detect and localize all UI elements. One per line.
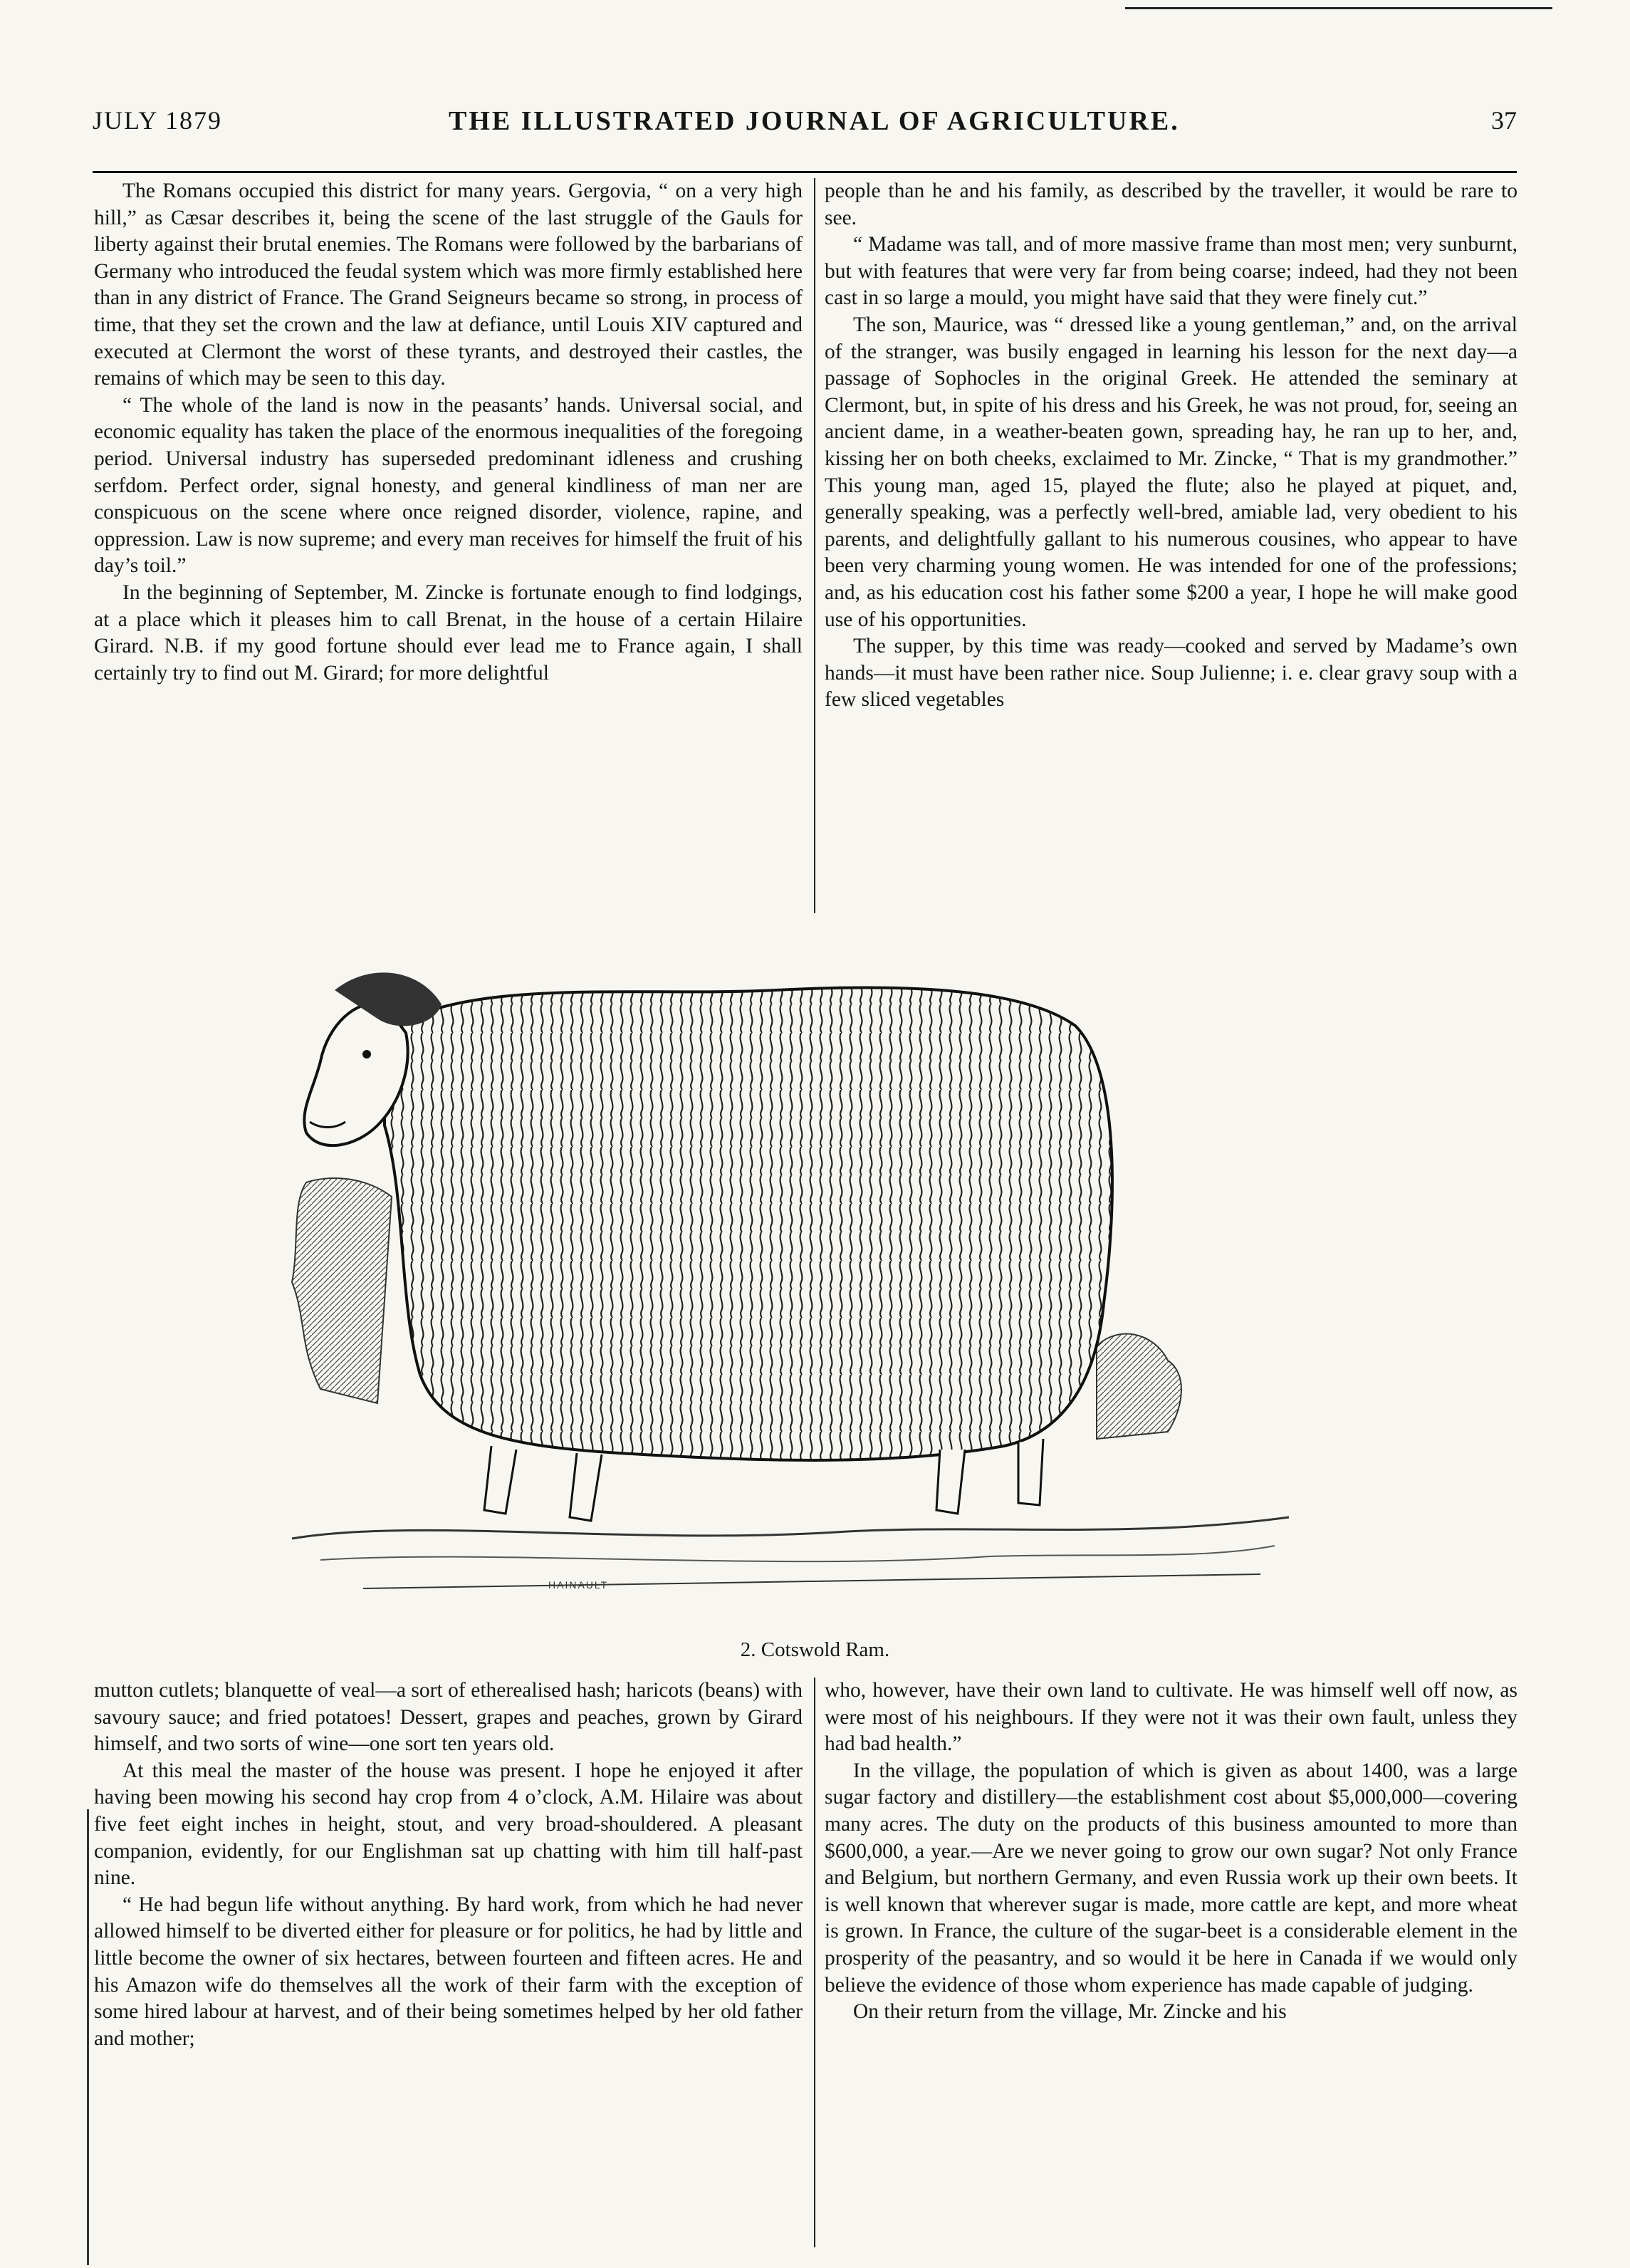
header-rule xyxy=(93,171,1517,173)
column-divider-top xyxy=(814,178,815,913)
ram-body xyxy=(385,988,1112,1460)
column-divider-bottom xyxy=(814,1677,815,2247)
column-top-right xyxy=(825,178,1517,912)
column-bottom-right xyxy=(825,1677,1517,2240)
background-bush-right xyxy=(1097,1334,1181,1439)
paragraph: “ The whole of the land is now in the peasants’ hands. Universal social, and economic equality has taken the place of the enormous inequalities of the foregoing period. Universal industry has superseded predominant idleness and crushing serfdom. Perfect order, signal honesty, and general kindliness of man ner are conspicuous on the scene where once reigned disorder, violence, rapine, and oppression. Law is now supreme; and every man receives for himself the fruit of his day’s toil.” xyxy=(94,393,803,578)
running-header xyxy=(93,105,1517,148)
ground xyxy=(292,1517,1289,1588)
paragraph: The son, Maurice, was “ dressed like a young gentleman,” and, on the arrival of the stranger, was busily engaged in learning his lesson for the next day—a passage of Sophocles in the original Greek. He attended the seminary at Clermont, but, in spite of his dress and his Greek, he was not proud, for, seeing an ancient dame, in a weather-beaten gown, spreading hay, he ran up to her, and, kissing her on both cheeks, exclaimed to Mr. Zincke, “ That is my grandmother.” This young man, aged 15, played the flute; also he played at piquet, and, generally speaking, was a perfectly well-bred, amiable lad, very obedient to his parents, and delightfully gallant to his numerous cousines, who appear to have been very charming young women. He was intended for one of the professions; and, as his education cost his father some $200 a year, I hope he will make good use of his opportunities. xyxy=(825,313,1517,631)
svg-text:HAINAULT: HAINAULT xyxy=(548,1579,609,1591)
paragraph: In the village, the population of which is given as about 1400, was a large sugar factory and distillery—the establishment cost about $5,000,000—covering many acres. The duty on the products of this business amounted to more than $600,000, a year.—Are we never going to grow our own sugar? Not only France and Belgium, but northern Germany, and even Russia work up their own beets. It is well known that wherever sugar is made, more cattle are kept, and more wheat is grown. In France, the culture of the sugar-beet is a considerable element in the prosperity of the peasantry, and so would it be here in Canada if we would only believe the evidence of those whom experience has made capable of judging. xyxy=(825,1759,1517,1997)
figure-caption: 2. Cotswold Ram. xyxy=(740,1638,890,1661)
page-number: 37 xyxy=(1491,106,1517,135)
paragraph: On their return from the village, Mr. Zincke and his xyxy=(853,2000,1287,2024)
cotswold-ram-engraving xyxy=(278,947,1339,1631)
background-bush-left xyxy=(292,1178,392,1403)
paragraph: people than he and his family, as described by the traveller, it would be rare to see. xyxy=(825,180,1517,229)
paragraph: “ Madame was tall, and of more massive frame than most men; very sunburnt, but with features that were very far from being coarse; indeed, had they not been cast in so large a mould, you might have said that they were finely cut.” xyxy=(825,233,1517,310)
engraver-signature xyxy=(548,1579,608,1591)
binding-margin-mark xyxy=(87,1809,89,2265)
top-edge-rule xyxy=(1125,7,1552,9)
column-bottom-left xyxy=(94,1677,803,2240)
column-top-left xyxy=(94,178,803,912)
paragraph: “ He had begun life without anything. By hard work, from which he had never allowed himself to be diverted either for pleasure or for politics, he had by little and little become the owner of six hectares, between fourteen and fifteen acres. He and his Amazon wife do themselves all the work of their farm with the exception of some hired labour at harvest, and of their being sometimes helped by her old father and mother; xyxy=(94,1893,803,2050)
issue-date: JULY 1879 xyxy=(93,106,223,135)
paragraph: At this meal the master of the house was present. I hope he enjoyed it after having been mowing his second hay crop from 4 o’clock, A.M. Hilaire was about five feet eight inches in height, stout, and very broad-shouldered. A pleasant companion, evidently, for our Englishman sat up chatting with him till half-past nine. xyxy=(94,1759,803,1890)
paragraph: mutton cutlets; blanquette of veal—a sort of etherealised hash; haricots (beans) with savoury sauce; and fried potatoes! Dessert, grapes and peaches, grown by Girard himself, and two sorts of wine—one sort ten years old. xyxy=(94,1679,803,1756)
paragraph: who, however, have their own land to cultivate. He was himself well off now, as were most of his neighbours. If they were not it was their own fault, unless they had bad health.” xyxy=(825,1679,1517,1756)
paragraph: The supper, by this time was ready—cooked and served by Madame’s own hands—it must have been rather nice. Soup Julienne; i. e. clear gravy soup with a few sliced vegetables xyxy=(825,635,1517,712)
paragraph: The Romans occupied this district for many years. Gergovia, “ on a very high hill,” as Cæsar describes it, being the scene of the last struggle of the Gauls for liberty against their brutal enemies. The Romans were followed by the barbarians of Germany who introduced the feudal system which was more firmly established here than in any district of France. The Grand Seigneurs became so strong, in process of time, that they set the crown and the law at defiance, until Louis XIV captured and executed at Clermont the worst of these tyrants, and destroyed their castles, the remains of which may be seen to this day. xyxy=(94,180,803,390)
paragraph: In the beginning of September, M. Zincke is fortunate enough to find lodgings, at a place which it pleases him to call Brenat, in the house of a certain Hilaire Girard. N.B. if my good fortune should ever lead me to France again, I shall certainly try to find out M. Girard; for more delightful xyxy=(94,581,803,685)
journal-title: THE ILLUSTRATED JOURNAL OF AGRICULTURE. xyxy=(449,106,1180,136)
